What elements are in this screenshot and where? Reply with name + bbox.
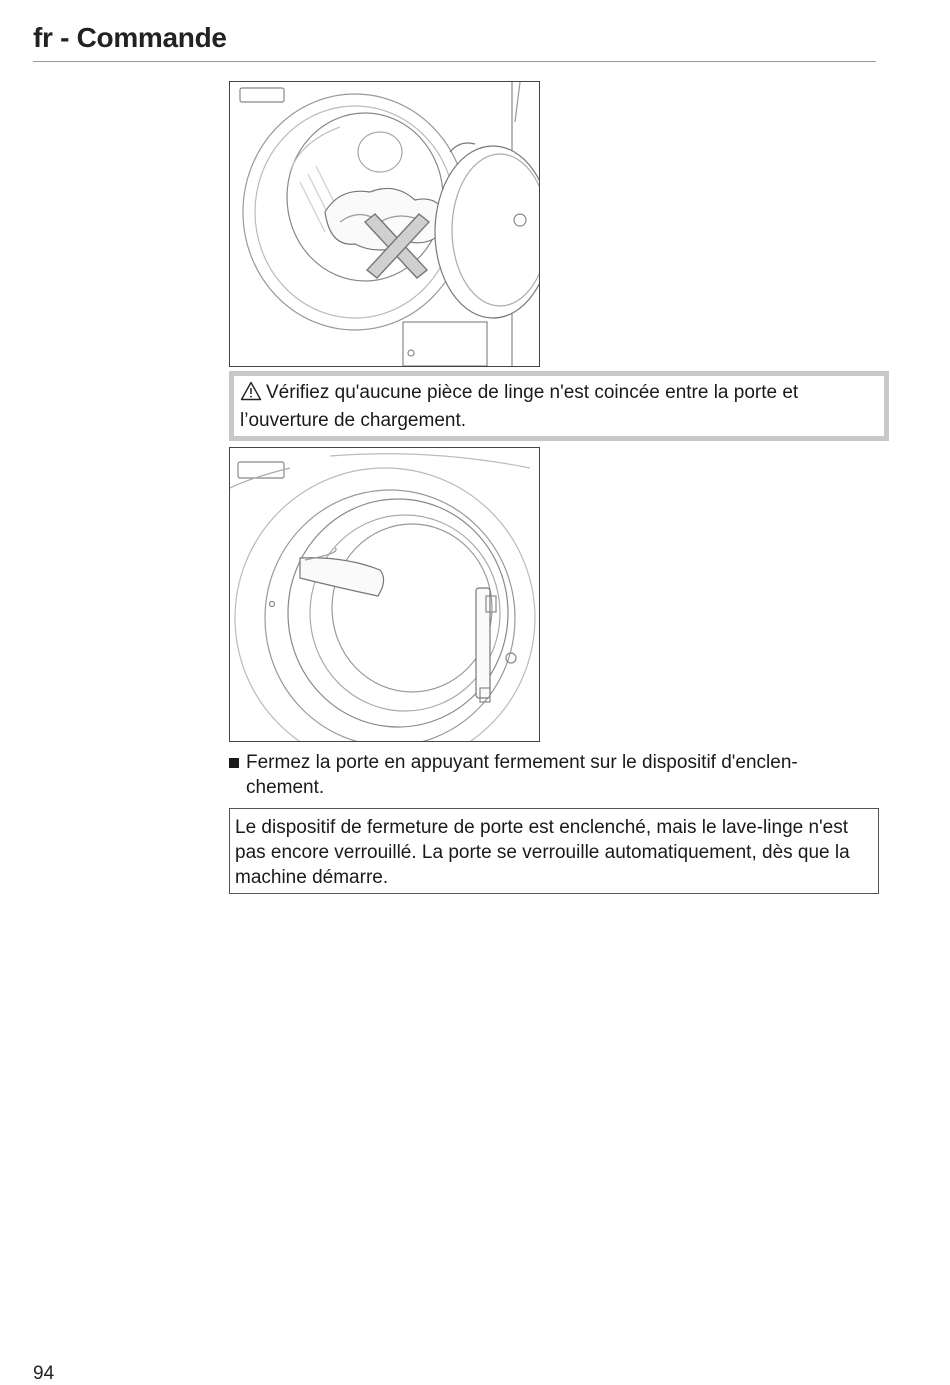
warning-box	[229, 371, 889, 441]
instruction-text: Fermez la porte en appuyant fermement sur le dispositif d'enclen- chement.	[246, 752, 798, 798]
warning-text: Vérifiez qu'aucune pièce de linge n'est coincée entre la porte et l’ouverture de chargement.	[240, 382, 799, 431]
instruction-item	[229, 750, 869, 800]
header-divider	[33, 61, 876, 62]
illustration-door-closed	[229, 447, 540, 742]
page-header-title: fr - Commande	[33, 22, 227, 53]
page-number: 94	[33, 1363, 55, 1384]
illustration-door-open-laundry-caught	[229, 81, 540, 367]
warning-triangle-icon	[240, 381, 262, 408]
note-box	[229, 808, 879, 894]
square-bullet-icon	[229, 758, 239, 768]
note-text: Le dispositif de fermeture de porte est enclenché, mais le lave-linge n'est pas encore verrouillé. La porte se verrouille automatiquement, dès que la machine démarre.	[235, 817, 850, 888]
